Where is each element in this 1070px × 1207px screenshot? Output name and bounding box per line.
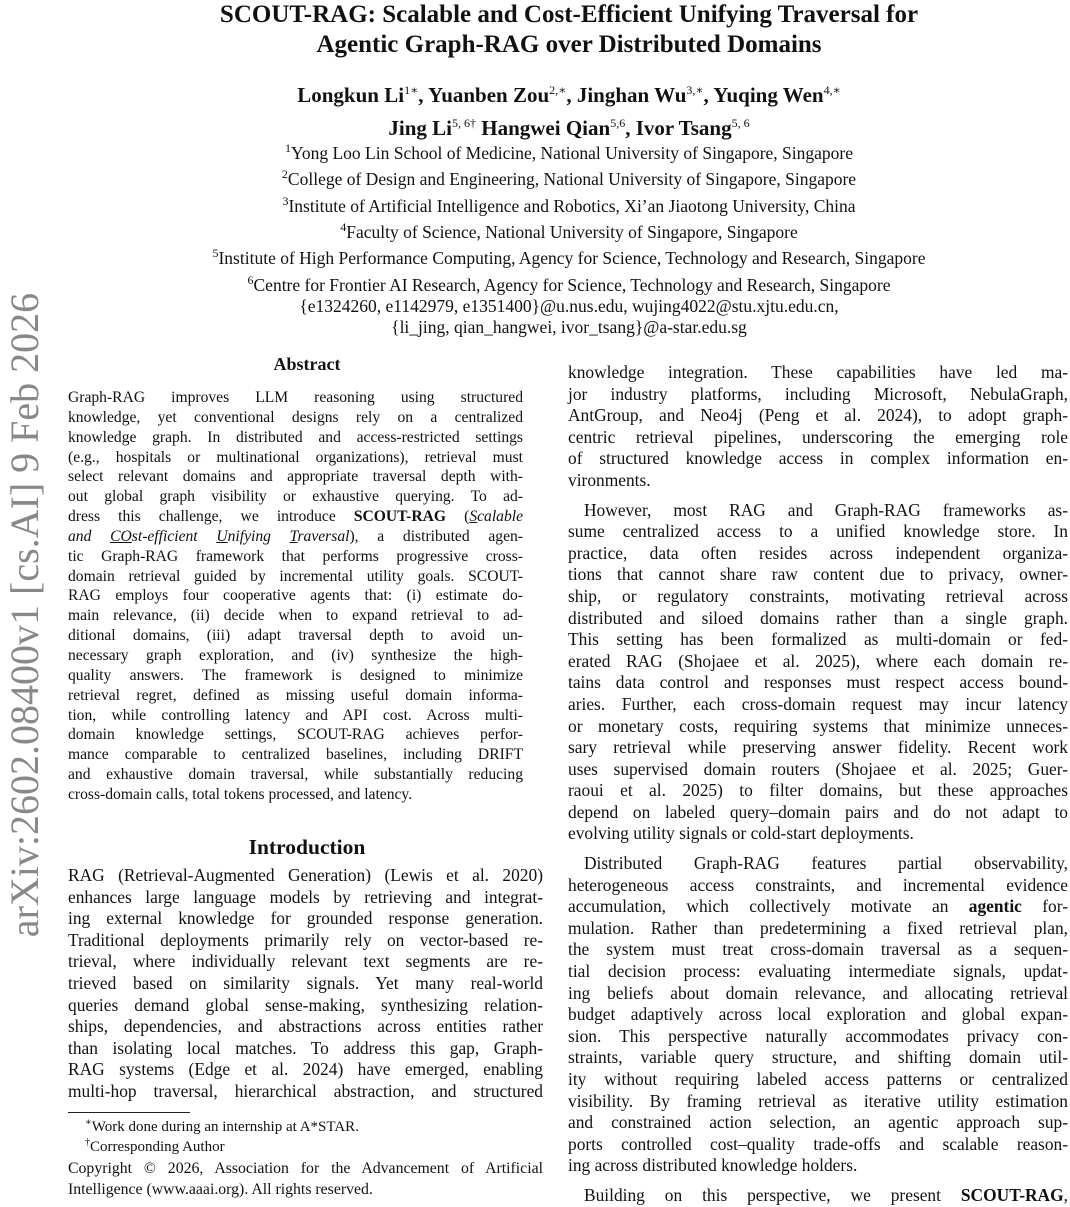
- text-line: sume centralized access to a unified knowledge store. In: [568, 521, 1068, 542]
- footnote-text: Work done during an internship at A*STAR.: [91, 1119, 359, 1135]
- affiliation-mark: 5: [212, 246, 219, 261]
- affiliation-mark: 4: [340, 219, 347, 234]
- text-line: ing beliefs about domain relevance, and allocating retrieval: [568, 982, 1068, 1003]
- text-span: accumulation, which collectively motivate an: [568, 896, 969, 917]
- text-line: practice, data often resides across independent organiza-: [568, 542, 1068, 563]
- text-line: tains data control and responses must respect access bound-: [568, 672, 1068, 693]
- text-line: RAG (Retrieval-Augmented Generation) (Lewis et al. 2020): [68, 865, 543, 885]
- text-line: [568, 896, 1068, 918]
- text-line: multi-hop traversal, hierarchical abstraction, and structured: [68, 1080, 543, 1101]
- italic-text: nifying: [227, 527, 290, 545]
- text-line: and constrained action selection, an agentic approach sup-: [568, 1112, 1068, 1133]
- affiliation-mark: 6: [247, 272, 254, 287]
- text-line: or monetary costs, requiring systems that minimize unneces-: [568, 715, 1068, 736]
- italic-text: T: [289, 527, 298, 545]
- copyright-notice: [68, 1159, 543, 1200]
- text-line: However, most RAG and Graph-RAG frameworks as-: [584, 499, 1068, 520]
- text-line: budget adaptively across local exploration and global expan-: [568, 1004, 1068, 1025]
- text-line: the system must treat cross-domain traversal as a sequen-: [568, 939, 1068, 960]
- footnote-mark: †: [85, 1137, 90, 1148]
- author-affiliation-mark: 2,∗: [549, 83, 567, 97]
- affiliation-line: [0, 317, 1070, 339]
- text-line: domain retrieval guided by incremental utility goals. SCOUT-: [68, 567, 523, 585]
- text-line: ing external knowledge for grounded response generation.: [68, 908, 543, 929]
- text-line: [568, 1185, 1068, 1207]
- title-line-1: SCOUT-RAG: Scalable and Cost-Efficient Unifying Traversal for: [219, 1, 919, 28]
- text-line: tion, while controlling latency and API cost. Across multi-: [68, 706, 523, 724]
- affiliation-text: {li_jing, qian_hangwei, ivor_tsang}@a-star.edu.sg: [391, 317, 747, 338]
- text-line: knowledge graph. In distributed and access-restricted settings: [68, 428, 523, 446]
- italic-text: S: [469, 508, 478, 526]
- text-line: trieved based on similarity signals. Yet many real-world: [68, 972, 543, 993]
- copyright-line-2: Intelligence (www.aaai.org). All rights reserved.: [68, 1180, 373, 1198]
- text-line: necessary graph exploration, and (iv) synthesize the high-: [68, 646, 523, 664]
- text-line: than isolating local matches. To address this gap, Graph-: [68, 1037, 543, 1058]
- footnotes: [85, 1117, 359, 1157]
- text-line: mance comparable to centralized baselines, including DRIFT: [68, 746, 523, 764]
- copyright-line-1: Copyright © 2026, Association for the Advancement of Artificial: [68, 1160, 543, 1177]
- author-line-1: [0, 76, 1070, 109]
- text-line: [68, 527, 523, 547]
- text-span: ,: [1063, 1184, 1068, 1205]
- introduction-left-column: [68, 865, 543, 1103]
- affiliation-line: [0, 138, 1070, 164]
- affiliation-text: Centre for Frontier AI Research, Agency for Science, Technology and Research, Singapore: [253, 274, 891, 295]
- author-name: , Yuanben Zou: [418, 83, 550, 107]
- text-line: erated RAG (Shojaee et al. 2025), where each domain re-: [568, 650, 1068, 671]
- introduction-right-column: [568, 362, 1068, 1207]
- text-line: straints, variable query structure, and shifting domain util-: [568, 1047, 1068, 1068]
- italic-text: st-efficient: [131, 527, 217, 545]
- paragraph-gap: [568, 492, 1068, 500]
- text-span: ), a distributed agen-: [349, 527, 523, 545]
- author-name: Jing Li: [388, 116, 452, 140]
- italic-text: CO: [110, 527, 132, 545]
- text-line: knowledge integration. These capabilities have led ma-: [568, 362, 1068, 382]
- text-line: select relevant domains and appropriate traversal depth with-: [68, 468, 523, 486]
- footnote-text: Corresponding Author: [90, 1139, 225, 1155]
- affiliation-line: [0, 296, 1070, 318]
- text-span: Building on this perspective, we present: [584, 1184, 961, 1205]
- text-line: enhances large language models by retrieving and integrat-: [68, 886, 543, 907]
- affiliation-text: Faculty of Science, National University of Singapore, Singapore: [346, 221, 798, 242]
- affiliation-text: College of Design and Engineering, National University of Singapore, Singapore: [287, 169, 857, 190]
- abstract-body: [68, 388, 523, 805]
- text-line: distributed and siloed domains rather than a single graph.: [568, 607, 1068, 628]
- text-line: out global graph visibility or exhaustive querying. To ad-: [68, 488, 523, 506]
- text-line: Traditional deployments primarily rely on vector-based re-: [68, 929, 543, 950]
- text-line: knowledge, yet conventional designs rely on a centralized: [68, 408, 523, 426]
- text-line: centric retrieval pipelines, underscoring the emerging role: [568, 426, 1068, 447]
- italic-text: U: [216, 527, 228, 545]
- text-span: for-: [1021, 896, 1068, 917]
- text-line: tial decision process: evaluating intermediate signals, updat-: [568, 961, 1068, 982]
- text-line: quality answers. The framework is designed to minimize: [68, 666, 523, 684]
- text-line: visibility. By framing retrieval as iterative utility estimation: [568, 1090, 1068, 1111]
- text-line: ports controlled cost–quality trade-offs and scalable reason-: [568, 1133, 1068, 1154]
- text-line: This setting has been formalized as multi-domain or fed-: [568, 629, 1068, 650]
- text-line: AntGroup, and Neo4j (Peng et al. 2024), to adopt graph-: [568, 405, 1068, 426]
- italic-text: raversal: [297, 527, 350, 545]
- author-list: [0, 76, 1070, 142]
- text-line: Graph-RAG improves LLM reasoning using structured: [68, 389, 523, 406]
- affiliation-mark: 2: [281, 167, 288, 182]
- text-line: aries. Further, each cross-domain request may incur latency: [568, 693, 1068, 714]
- text-line: retrieval regret, defined as missing useful domain informa-: [68, 686, 523, 704]
- italic-text: and: [68, 527, 111, 545]
- text-line: ing across distributed knowledge holders.: [568, 1155, 858, 1176]
- text-line: ditional domains, (iii) adapt traversal depth to avoid un-: [68, 627, 523, 645]
- text-line: heterogeneous access constraints, and incremental evidence: [568, 874, 1068, 895]
- title-line-2: Agentic Graph-RAG over Distributed Domains: [316, 31, 822, 58]
- author-name: Hangwei Qian: [476, 116, 611, 140]
- author-name: , Jinghan Wu: [566, 83, 687, 107]
- text-line: [68, 507, 523, 527]
- affiliation-line: [0, 270, 1070, 296]
- author-affiliation-mark: 1∗: [404, 83, 419, 97]
- affiliation-text: {e1324260, e1142979, e1351400}@u.nus.edu, wujing4022@stu.xjtu.edu.cn,: [299, 295, 839, 316]
- text-line: sary retrieval while preserving answer fidelity. Recent work: [568, 737, 1068, 758]
- text-line: queries demand global sense-making, synthesizing relation-: [68, 994, 543, 1015]
- text-line: domain knowledge settings, SCOUT-RAG achieves perfor-: [68, 726, 523, 744]
- bold-text: agentic: [968, 896, 1022, 917]
- text-line: evolving utility signals or cold-start deployments.: [568, 823, 914, 844]
- affiliation-line: [0, 217, 1070, 243]
- paragraph-gap: [568, 1177, 1068, 1185]
- text-line: raoui et al. 2025) to filter domains, but these approaches: [568, 780, 1068, 801]
- text-line: sion. This perspective naturally accommodates privacy con-: [568, 1025, 1068, 1046]
- affiliations: [0, 138, 1070, 339]
- bold-text: SCOUT-RAG: [960, 1184, 1064, 1205]
- introduction-heading: Introduction: [248, 835, 366, 859]
- affiliation-line: [0, 164, 1070, 190]
- text-line: mulation. Rather than predetermining a fixed retrieval plan,: [568, 917, 1068, 938]
- text-span: dress this challenge, we introduce: [68, 508, 354, 526]
- text-line: main relevance, (ii) decide when to expand retrieval to ad-: [68, 607, 523, 625]
- italic-text: calable: [477, 508, 524, 526]
- paragraph-gap: [568, 845, 1068, 853]
- affiliation-mark: 3: [282, 193, 289, 208]
- text-line: ity without requiring labeled access patterns or centralized: [568, 1069, 1068, 1089]
- author-name: Longkun Li: [297, 83, 405, 107]
- author-affiliation-mark: 5, 6†: [452, 116, 476, 130]
- affiliation-text: Institute of High Performance Computing, Agency for Science, Technology and Research, Singapore: [218, 248, 926, 269]
- text-line: tions that cannot share raw content due to privacy, owner-: [568, 564, 1068, 585]
- text-line: tic Graph-RAG framework that performs progressive cross-: [68, 547, 523, 565]
- author-name: , Ivor Tsang: [625, 116, 732, 140]
- bold-text: SCOUT-RAG: [353, 508, 446, 526]
- author-affiliation-mark: 4,∗: [823, 83, 841, 97]
- author-name: , Yuqing Wen: [703, 83, 824, 107]
- author-affiliation-mark: 3,∗: [686, 83, 704, 97]
- text-line: Distributed Graph-RAG features partial observability,: [584, 853, 1068, 874]
- affiliation-line: [0, 243, 1070, 269]
- text-line: and exhaustive domain traversal, while substantially reducing: [68, 766, 523, 784]
- text-line: ship, or regulatory constraints, motivating retrieval across: [568, 585, 1068, 606]
- arxiv-identifier-sidebar: arXiv:2602.08400v1 [cs.AI] 9 Feb 2026: [2, 292, 47, 938]
- text-span: (: [446, 508, 470, 526]
- affiliation-mark: 1: [284, 141, 291, 155]
- text-line: vironments.: [568, 469, 651, 490]
- text-line: cross-domain calls, total tokens processed, and latency.: [68, 785, 413, 803]
- affiliation-text: Institute of Artificial Intelligence and Robotics, Xi’an Jiaotong University, China: [288, 195, 856, 216]
- paper-title: [0, 0, 1070, 60]
- text-line: trieval, where individually relevant text segments are re-: [68, 951, 543, 972]
- text-line: depend on labeled query–domain pairs and do not adapt to: [568, 801, 1068, 822]
- footnote-2: [85, 1137, 359, 1157]
- text-line: uses supervised domain routers (Shojaee et al. 2025; Guer-: [568, 758, 1068, 779]
- affiliation-text: Yong Loo Lin School of Medicine, National University of Singapore, Singapore: [290, 142, 854, 163]
- text-line: RAG employs four cooperative agents that: (i) estimate do-: [68, 587, 523, 605]
- author-affiliation-mark: 5, 6: [731, 116, 750, 130]
- footnote-rule: [68, 1112, 190, 1113]
- text-line: jor industry platforms, including Microsoft, NebulaGraph,: [568, 383, 1068, 404]
- text-line: of structured knowledge access in complex information en-: [568, 448, 1068, 469]
- author-affiliation-mark: 5,6: [610, 116, 626, 130]
- text-line: (e.g., hospitals or multinational organizations), retrieval must: [68, 448, 523, 466]
- text-line: ships, dependencies, and abstractions across entities rather: [68, 1016, 543, 1037]
- text-line: RAG systems (Edge et al. 2024) have emerged, enabling: [68, 1059, 543, 1080]
- affiliation-line: [0, 191, 1070, 217]
- footnote-mark: ∗: [85, 1117, 92, 1128]
- footnote-1: [85, 1117, 359, 1137]
- abstract-heading: Abstract: [273, 354, 341, 374]
